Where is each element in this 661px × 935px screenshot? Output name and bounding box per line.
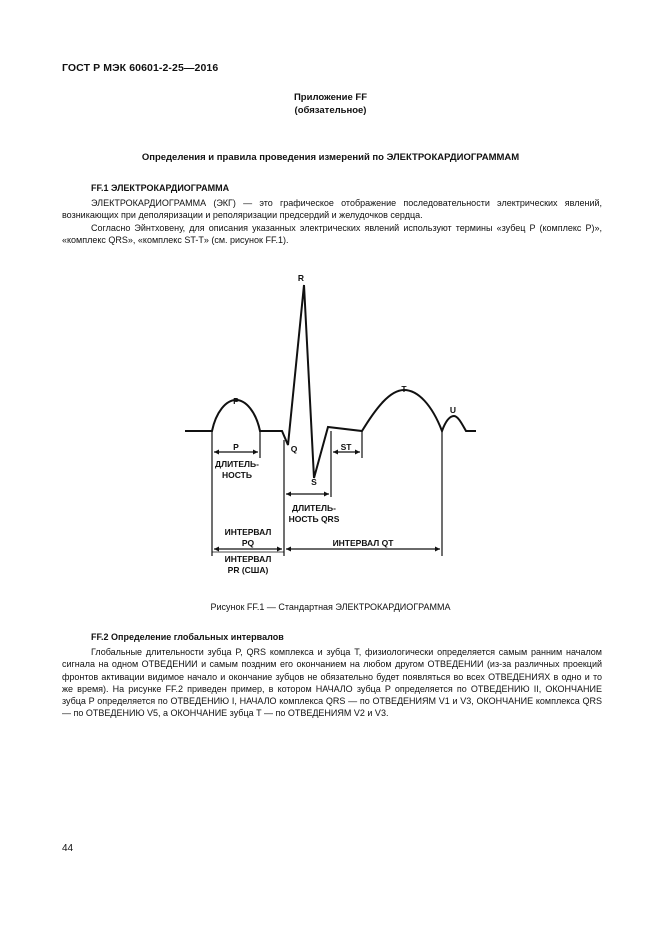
label-qrs-duration-line1: ДЛИТЕЛЬ-	[292, 503, 336, 513]
annex-status: (обязательное)	[294, 105, 367, 116]
label-st: ST	[340, 442, 352, 452]
ff2-heading: FF.2 Определение глобальных интервалов	[91, 632, 284, 642]
section-title: Определения и правила проведения измерений по ЭЛЕКТРОКАРДИОГРАММАМ	[141, 152, 520, 163]
label-duration-line1: ДЛИТЕЛЬ-	[215, 459, 259, 469]
standard-designation: ГОСТ Р МЭК 60601-2-25—2016	[62, 62, 219, 74]
label-pq-line1: ИНТЕРВАЛ	[224, 527, 272, 537]
label-q: Q	[290, 444, 298, 454]
label-pr-line1: ИНТЕРВАЛ	[224, 554, 272, 564]
label-r: R	[297, 273, 305, 283]
ff1-paragraph-2-text: Согласно Эйнтховену, для описания указанных электрических явлений используют термины «зубец P (комплекс P)», «комплекс QRS», «комплекс ST-T» (см. рисунок FF.1).	[62, 223, 602, 246]
label-pr-line2: PR (США)	[227, 565, 269, 575]
ff1-paragraph-2	[62, 222, 602, 247]
label-u-wave: U	[449, 405, 457, 415]
ecg-figure	[0, 262, 661, 592]
label-s: S	[311, 477, 317, 487]
ff2-paragraph-1	[62, 646, 602, 720]
page-number: 44	[62, 843, 74, 854]
label-qrs-duration-line2: НОСТЬ QRS	[288, 514, 340, 524]
label-qt-interval: ИНТЕРВАЛ QT	[332, 538, 394, 548]
label-pq-line2: PQ	[241, 538, 255, 548]
label-duration-line2: НОСТЬ	[222, 470, 252, 480]
ff1-paragraph-1-text: ЭЛЕКТРОКАРДИОГРАММА (ЭКГ) — это графическое отображение последовательности электрических явлений, возникающих при деполяризации и реполяризации предсердий и желудочков сердца.	[62, 198, 602, 221]
ff1-heading: FF.1 ЭЛЕКТРОКАРДИОГРАММА	[91, 183, 230, 193]
ff2-paragraph-1-text: Глобальные длительности зубца P, QRS комплекса и зубца T, физиологически определяется самым ранним началом сигнала на одном ОТВЕДЕНИИ и самым поздним его окончанием на любом другом ОТВЕДЕНИИ (из-за различных проекций фронтов активации видимое начало и окончание зубцов не обязательно будет появляться во всех ОТВЕДЕНИЯХ в одно и то же время). На рисунке FF.2 приведен пример, в котором НАЧАЛО зубца P определяется по ОТВЕДЕНИЮ II, ОКОНЧАНИЕ зубца P определяется по ОТВЕДЕНИЮ I, НАЧАЛО комплекса QRS — по ОТВЕДЕНИЯМ V1 и V3, ОКОНЧАНИЕ комплекса QRS — по ОТВЕДЕНИЮ V5, а ОКОНЧАНИЕ зубца T — по ОТВЕДЕНИЯМ V2 и V3.	[62, 647, 602, 719]
annex-title: Приложение FF	[293, 92, 368, 103]
label-t-wave: T	[401, 384, 407, 394]
ff1-paragraph-1	[62, 197, 602, 222]
figure-caption: Рисунок FF.1 — Стандартная ЭЛЕКТРОКАРДИОГРАММА	[210, 602, 451, 612]
label-p-duration: P	[233, 442, 239, 452]
label-p-wave: P	[233, 396, 239, 406]
